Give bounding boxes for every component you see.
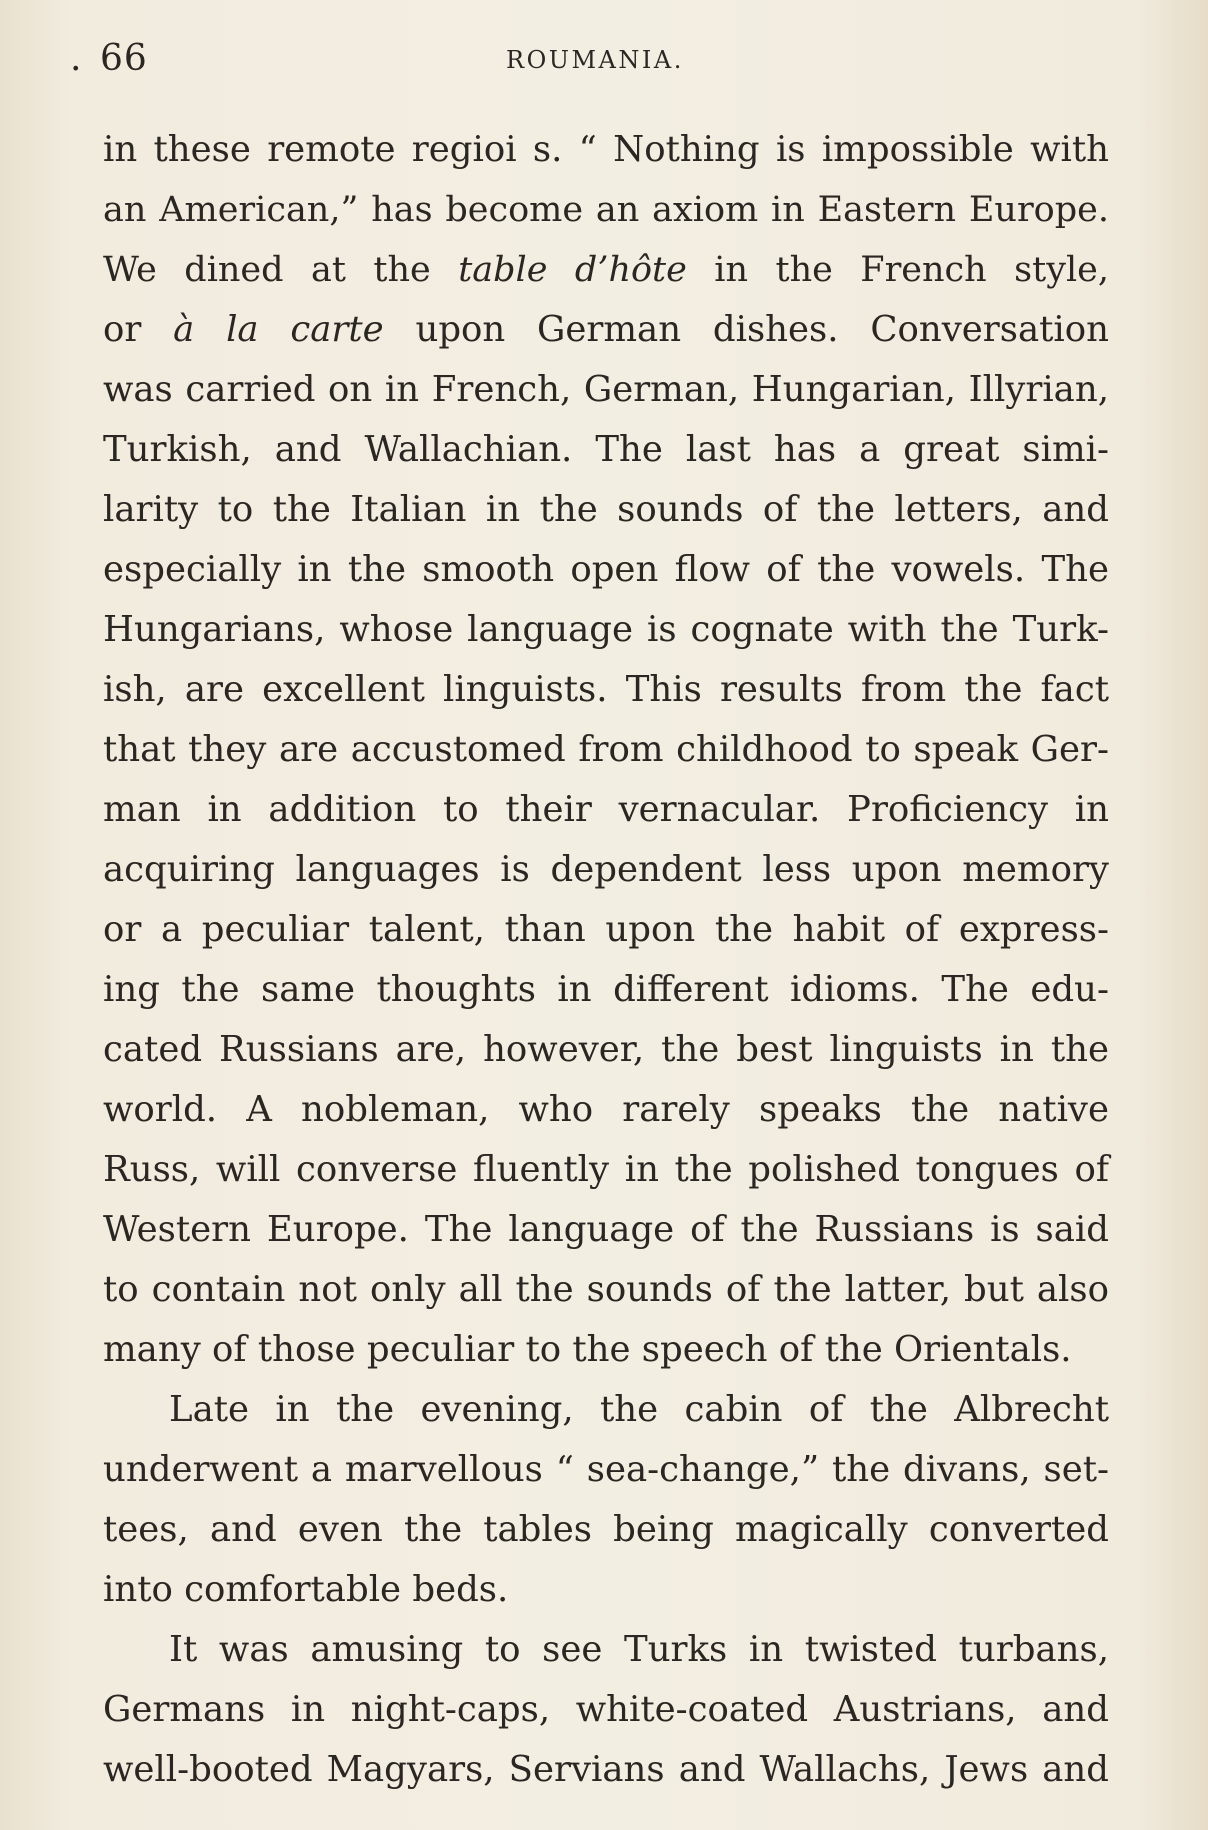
text-line: Turkish, and Wallachian. The last has a great simi- bbox=[103, 429, 1109, 470]
text-line: tees, and even the tables being magically converted bbox=[103, 1509, 1109, 1550]
text-line: Hungarians, whose language is cognate with the Turk- bbox=[103, 609, 1109, 650]
text-line: well-booted Magyars, Servians and Wallachs, Jews and bbox=[103, 1749, 1109, 1790]
text-line: Russ, will converse fluently in the polished tongues of bbox=[103, 1149, 1109, 1190]
body-text bbox=[103, 120, 1109, 1800]
text-line: Late in the evening, the cabin of the Albrecht bbox=[169, 1389, 1109, 1430]
text-line: ing the same thoughts in different idioms. The edu- bbox=[103, 969, 1109, 1010]
text-line bbox=[103, 240, 1109, 300]
text-line: an American,” has become an axiom in Eastern Europe. bbox=[103, 190, 1109, 230]
text-run: or bbox=[103, 309, 174, 350]
italic-phrase: à la carte bbox=[173, 309, 384, 350]
running-title: ROUMANIA. bbox=[506, 46, 684, 74]
text-line: into comfortable beds. bbox=[103, 1569, 509, 1610]
text-line bbox=[103, 300, 1109, 360]
text-line: Germans in night-caps, white-coated Austrians, and bbox=[103, 1689, 1109, 1730]
text-line: acquiring languages is dependent less upon memory bbox=[103, 849, 1109, 890]
text-run: We dined at the bbox=[103, 250, 459, 290]
text-line: to contain not only all the sounds of the latter, but also bbox=[103, 1269, 1109, 1310]
text-line: or a peculiar talent, than upon the habit of express- bbox=[103, 909, 1109, 950]
running-head bbox=[0, 28, 1208, 88]
text-line: man in addition to their vernacular. Proficiency in bbox=[103, 789, 1109, 830]
text-run: upon German dishes. Conversation bbox=[383, 309, 1109, 350]
text-line: that they are accustomed from childhood to speak Ger- bbox=[103, 729, 1109, 770]
text-line: was carried on in French, German, Hungarian, Illyrian, bbox=[103, 369, 1109, 410]
text-line: ish, are excellent linguists. This results from the fact bbox=[103, 669, 1109, 710]
text-line: many of those peculiar to the speech of the Orientals. bbox=[103, 1329, 1072, 1370]
text-line: in these remote regioi s. “ Nothing is impossible with bbox=[103, 129, 1109, 170]
page-number: 66 bbox=[100, 38, 148, 79]
italic-phrase: table d’hôte bbox=[458, 250, 687, 290]
text-run: in the French style, bbox=[686, 250, 1109, 290]
header-dot: . bbox=[70, 38, 82, 79]
text-line: It was amusing to see Turks in twisted turbans, bbox=[169, 1629, 1109, 1670]
text-line: Western Europe. The language of the Russians is said bbox=[103, 1209, 1109, 1250]
text-line: especially in the smooth open flow of the vowels. The bbox=[103, 549, 1109, 590]
text-line: underwent a marvellous “ sea-change,” the divans, set- bbox=[103, 1449, 1109, 1490]
text-line: cated Russians are, however, the best linguists in the bbox=[103, 1029, 1109, 1070]
text-line: larity to the Italian in the sounds of the letters, and bbox=[103, 489, 1109, 530]
text-line: world. A nobleman, who rarely speaks the native bbox=[103, 1089, 1109, 1130]
